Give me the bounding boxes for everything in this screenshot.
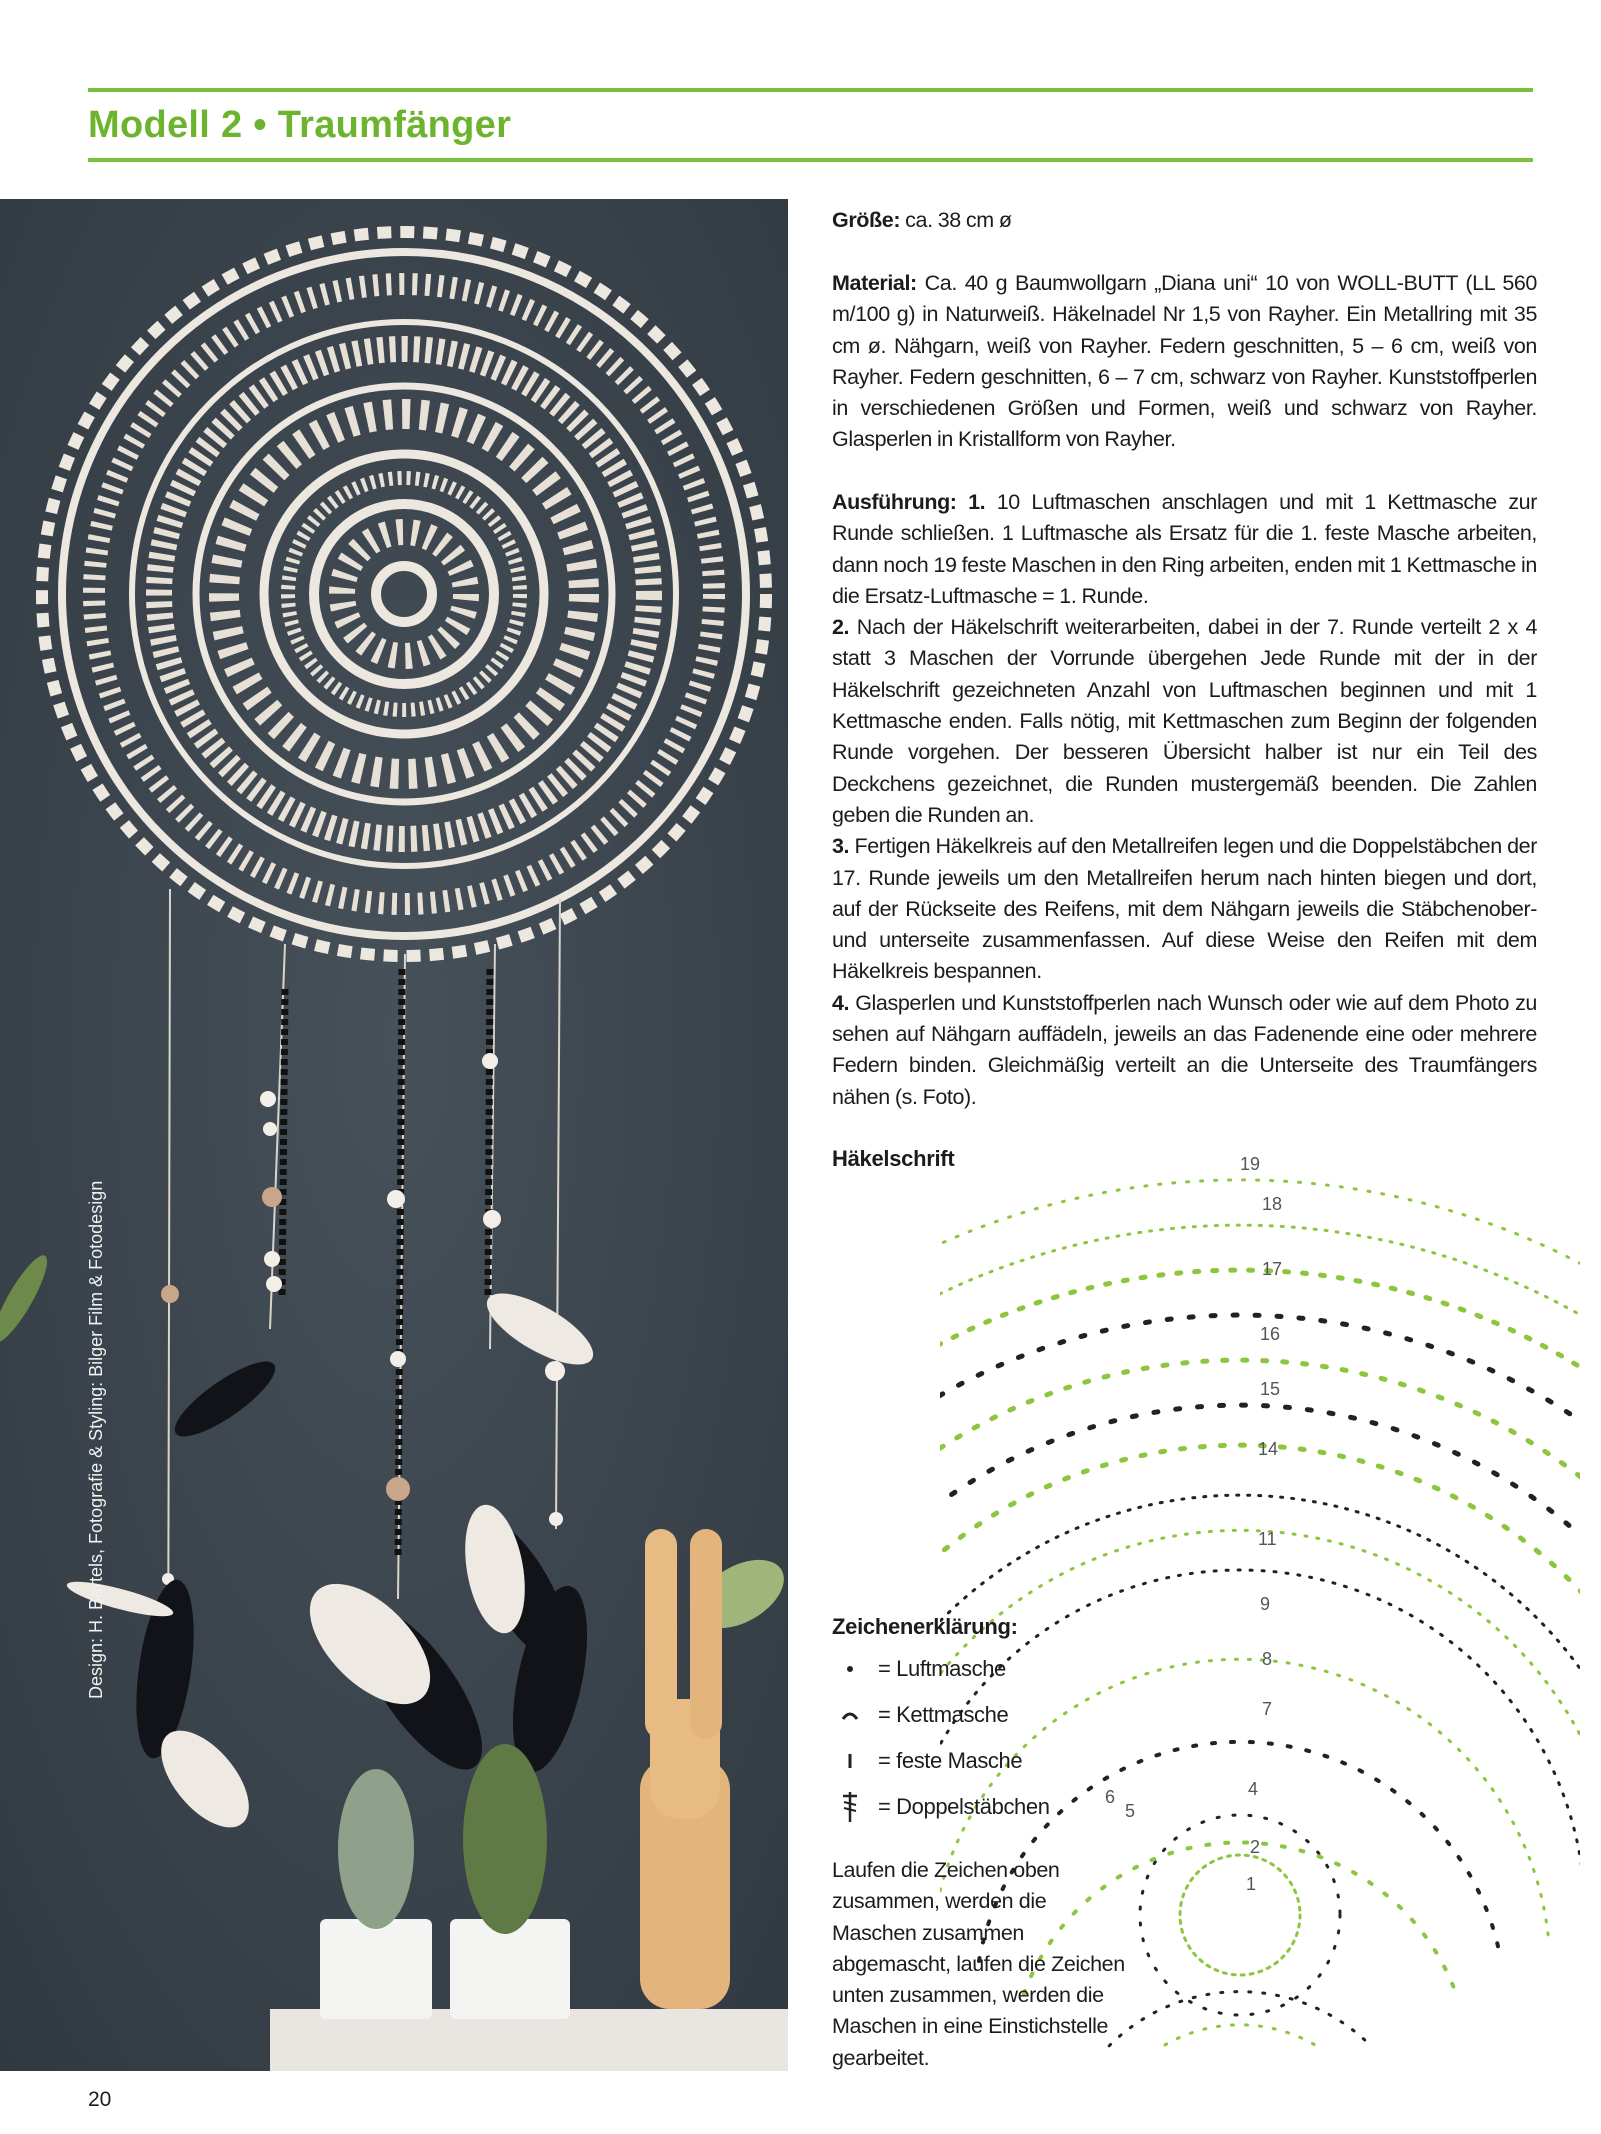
page-title: Modell 2 • Traumfänger	[88, 104, 512, 146]
material-label: Material:	[832, 271, 917, 295]
crochet-round	[1165, 2025, 1315, 2045]
material-paragraph	[832, 268, 1537, 456]
legend-chain-stitch-label: = Luftmasche	[878, 1656, 1006, 1681]
round-number: 11	[1258, 1529, 1277, 1549]
round-number: 14	[1258, 1439, 1279, 1459]
legend-title: Zeichenerklärung:	[832, 1614, 1018, 1639]
step-4-number: 4.	[832, 990, 850, 1015]
round-number: 6	[1105, 1787, 1116, 1807]
round-number: 16	[1260, 1324, 1281, 1344]
material-text: Ca. 40 g Baumwollgarn „Diana uni“ 10 von WOLL-BUTT (LL 560 m/100 g) in Naturweiß. Häkelnadel Nr 1,5 von Rayher. Ein Metallring mit 35 cm ø. Nähgarn, weiß von Rayher. Federn geschnitten, 5 – 6 cm, weiß von Rayher. Federn geschnitten, 6 – 7 cm, schwarz von Rayher. Kunststoffperlen in verschiedenen Größen und Formen, weiß und schwarz von Rayher. Glasperlen in Kristallform von Rayher.	[832, 271, 1537, 452]
step-3-text: Fertigen Häkelkreis auf den Metallreifen legen und die Doppelstäbchen der 17. Runde jeweils um den Metallreifen herum nach hinten biegen und dort, auf der Rückseite des Reifens, mit dem Nähgarn jeweils die Stäbchenober- und unterseite zusammenfassen. Auf diese Weise den Reifen mit dem Häkelkreis bespannen.	[832, 834, 1537, 984]
round-number: 1	[1246, 1874, 1257, 1894]
round-number: 9	[1260, 1594, 1271, 1614]
crochet-round	[1140, 1815, 1340, 2015]
instructions-step-4	[832, 988, 1537, 1113]
instructions-step-1	[832, 487, 1537, 612]
step-4-text: Glasperlen und Kunststoffperlen nach Wunsch oder wie auf dem Photo zu sehen auf Nähgarn auffädeln, jeweils an das Fadenende eine oder mehrere Federn binden. Gleichmäßig verteilt an die Unterseite des Traumfängers nähen (s. Foto).	[832, 990, 1537, 1109]
crochet-round	[940, 1405, 1580, 1774]
chain-stitch-icon	[836, 1664, 864, 1674]
round-number: 5	[1125, 1801, 1136, 1821]
step-2-text: Nach der Häkelschrift weiterarbeiten, dabei in der 7. Runde verteilt 2 x 4 statt 3 Maschen der Vorrunde übergehen Jede Runde mit der in der Häkelschrift gezeichneten Anzahl von Luftmaschen beginnen und mit 1 Kettmasche enden. Falls nötig, mit Kettmaschen zum Beginn der folgenden Runde vorgehen. Der besseren Übersicht halber ist nur ein Teil des Deckchens gezeichnet, die Runden mustergemäß beenden. Die Zahlen geben die Runden an.	[832, 615, 1537, 827]
instructions-step-3	[832, 831, 1537, 987]
page-number: 20	[88, 2088, 112, 2111]
double-treble-icon	[836, 1790, 864, 1824]
legend-note: Laufen die Zeichen oben zusammen, werden die Maschen zusammen abgemascht, laufen die Zeichen unten zusammen, werden die Maschen in eine Einstichstelle gearbeitet.	[832, 1858, 1125, 2070]
size-paragraph	[832, 205, 1537, 236]
round-number: 2	[1250, 1837, 1261, 1857]
step-3-number: 3.	[832, 834, 850, 859]
round-number: 19	[1240, 1154, 1261, 1174]
round-number: 17	[1262, 1259, 1283, 1279]
legend-slip-stitch	[836, 1695, 1008, 1735]
crochet-round	[940, 1360, 1580, 1743]
round-number: 18	[1262, 1194, 1283, 1214]
legend-double-treble-label: = Doppelstäbchen	[878, 1794, 1050, 1819]
crochet-round	[940, 1315, 1580, 1710]
crochet-round	[940, 1180, 1580, 1570]
slip-stitch-icon	[836, 1709, 864, 1721]
diagram-title: Häkelschrift	[832, 1146, 955, 1171]
step-1-number: 1.	[968, 490, 986, 514]
round-number: 8	[1262, 1649, 1273, 1669]
legend-slip-stitch-label: = Kettmasche	[878, 1702, 1009, 1727]
legend-double-treble	[836, 1787, 1050, 1827]
crochet-round	[1180, 1855, 1300, 1975]
step-2-number: 2.	[832, 615, 850, 640]
round-number: 4	[1248, 1779, 1259, 1799]
round-number: 7	[1262, 1699, 1273, 1719]
round-number: 15	[1260, 1379, 1281, 1399]
crochet-round	[940, 1445, 1580, 1817]
step-1-text: 10 Luftmaschen anschlagen und mit 1 Kettmasche zur Runde schließen. 1 Luftmasche als Ersatz für die 1. feste Masche arbeiten, dann noch 19 feste Maschen in den Ring arbeiten, enden mit 1 Kettmasche in die Ersatz-Luftmasche = 1. Runde.	[832, 490, 1537, 608]
header-rule-top	[88, 88, 1533, 92]
legend-chain-stitch	[836, 1649, 1006, 1689]
size-value: ca. 38 cm ø	[905, 208, 1012, 232]
size-label: Größe:	[832, 208, 901, 232]
crochet-round	[940, 1530, 1580, 1881]
header-rule-bottom	[88, 158, 1533, 162]
legend-single-crochet-label: = feste Masche	[878, 1748, 1023, 1773]
instructions-label: Ausführung:	[832, 490, 957, 514]
dreamcatcher-photo	[0, 199, 788, 2071]
single-crochet-icon	[836, 1752, 864, 1770]
photo-credit: Design: H. Bartels, Fotografie & Styling: Bilger Film & Fotodesign	[86, 1180, 106, 1699]
instructions	[832, 487, 1537, 1113]
instructions-step-2	[832, 612, 1537, 831]
crochet-round	[1109, 1992, 1371, 2046]
legend-single-crochet	[836, 1741, 1022, 1781]
